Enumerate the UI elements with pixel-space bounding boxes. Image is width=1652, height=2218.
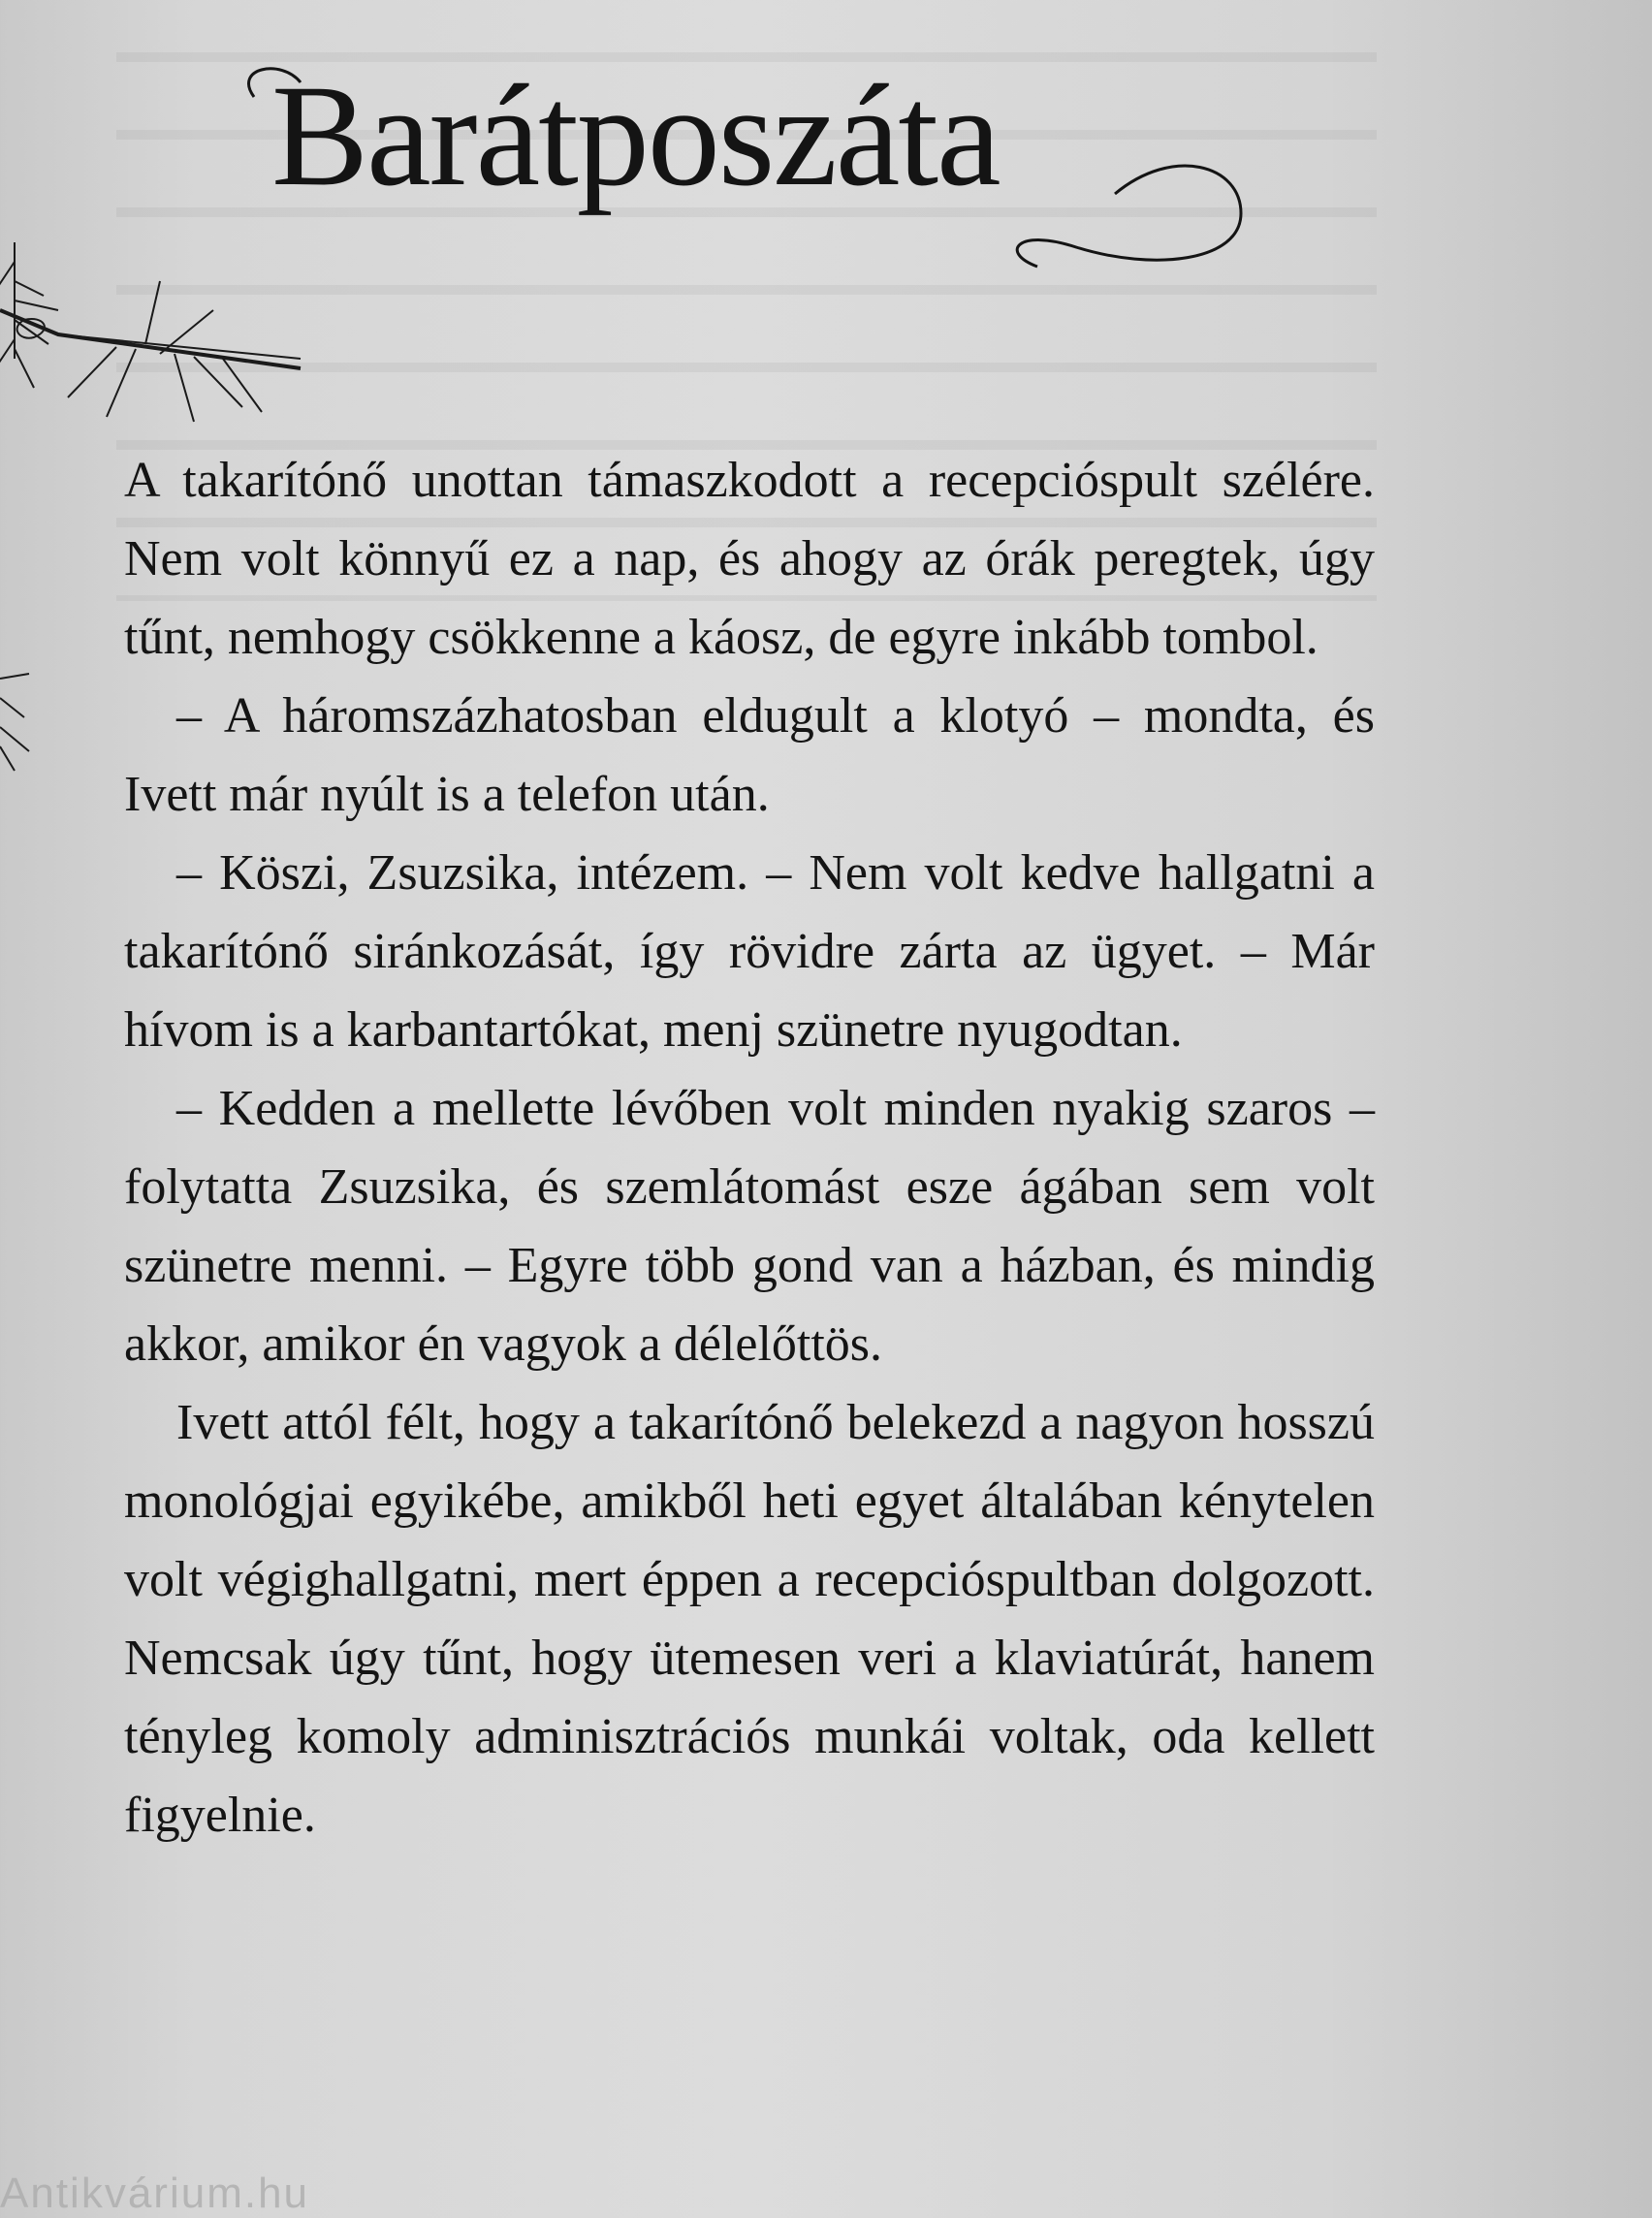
chapter-body [124,441,1375,1854]
branch-illustration [0,223,320,436]
paragraph: – A háromszázhatosban eldugult a klotyó – mondta, és Ivett már nyúlt is a telefon után. [124,688,1375,822]
paragraph: – Kedden a mellette lévőben volt minden nyakig szaros – folytatta Zsuzsika, és szemlátomást esze ágában sem volt szünetre menni. – Egyre több gond van a házban, és mindig akkor, amikor én vagyok a délelőttös. [124,1081,1375,1372]
paragraph: Ivett attól félt, hogy a takarítónő belekezd a nagyon hosszú monológjai egyikébe, amikből heti egyet általában kénytelen volt végighallgatni, mert éppen a recepcióspultban dolgozott. Nemcsak úgy tűnt, hogy ütemesen veri a klaviatúrát, hanem tényleg komoly adminisztrációs munkái voltak, oda kellett figyelnie. [124,1395,1375,1843]
sprig-illustration [0,640,48,776]
watermark: Antikvárium.hu [0,2170,310,2217]
chapter-title-text: Barátposzáta [271,55,1000,216]
paragraph: A takarítónő unottan támaszkodott a recepcióspult szélére. Nem volt könnyű ez a nap, és ahogy az órák peregtek, úgy tűnt, nemhogy csökkenne a káosz, de egyre inkább tombol. [124,453,1375,665]
paragraph: – Köszi, Zsuzsika, intézem. – Nem volt kedve hallgatni a takarítónő siránkozását, így rövidre zárta az ügyet. – Már hívom is a karbantartókat, menj szünetre nyugodtan. [124,845,1375,1058]
chapter-title [242,39,1260,291]
